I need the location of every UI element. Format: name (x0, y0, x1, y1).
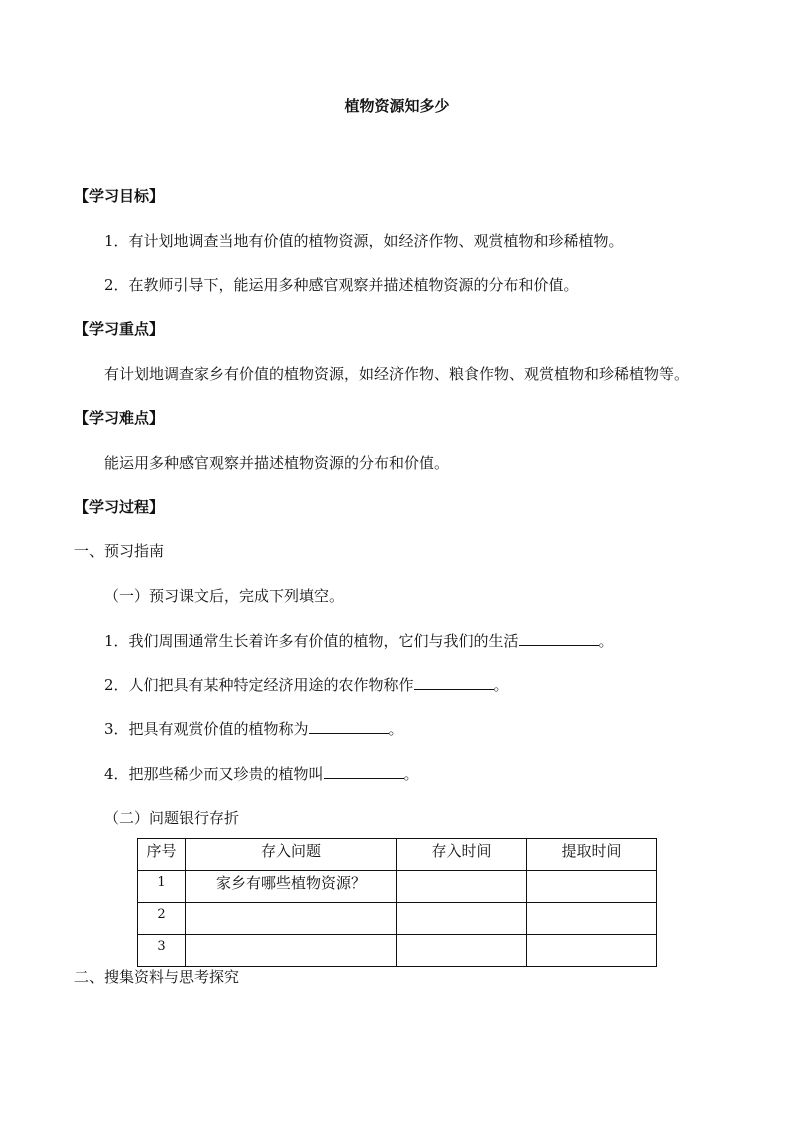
question-1 (104, 631, 614, 651)
header-withdraw-time: 提取时间 (527, 839, 657, 871)
header-deposit-time: 存入时间 (397, 839, 527, 871)
focus-text: 有计划地调查家乡有价值的植物资源，如经济作物、粮食作物、观赏植物和珍稀植物等。 (104, 365, 690, 383)
question-end: 。 (598, 632, 614, 650)
row-withdraw-time[interactable] (527, 903, 657, 935)
question-text: 3．把具有观赏价值的植物称为 (104, 720, 309, 738)
question-text: 1．我们周围通常生长着许多有价值的植物，它们与我们的生活 (104, 632, 519, 650)
difficulty-heading: 【学习难点】 (74, 409, 165, 427)
goals-heading: 【学习目标】 (74, 187, 165, 205)
process-heading: 【学习过程】 (74, 498, 165, 516)
row-deposit-time[interactable] (397, 935, 527, 967)
part1-heading: 一、预习指南 (74, 542, 165, 560)
fill-blank[interactable] (519, 631, 599, 646)
question-2 (104, 675, 509, 695)
page-title: 植物资源知多少 (344, 97, 450, 115)
focus-heading: 【学习重点】 (74, 320, 165, 338)
sub2-heading: （二）问题银行存折 (104, 809, 240, 827)
question-4 (104, 764, 419, 784)
row-question[interactable] (186, 903, 397, 935)
table-row (138, 935, 657, 967)
sub1-heading: （一）预习课文后，完成下列填空。 (104, 587, 345, 605)
table-row (138, 903, 657, 935)
table-header-row (138, 839, 657, 871)
header-number: 序号 (138, 839, 186, 871)
difficulty-text: 能运用多种感官观察并描述植物资源的分布和价值。 (104, 454, 450, 472)
fill-blank[interactable] (324, 764, 404, 779)
question-text: 2．人们把具有某种特定经济用途的农作物称作 (104, 676, 414, 694)
row-question[interactable] (186, 935, 397, 967)
row-number: 2 (138, 903, 186, 935)
row-number: 3 (138, 935, 186, 967)
question-3 (104, 719, 404, 739)
fill-blank[interactable] (309, 719, 389, 734)
goal-item-2: 2．在教师引导下，能运用多种感官观察并描述植物资源的分布和价值。 (104, 276, 579, 294)
row-withdraw-time[interactable] (527, 871, 657, 903)
part2-heading: 二、搜集资料与思考探究 (74, 968, 240, 986)
fill-blank[interactable] (414, 675, 494, 690)
goal-item-1: 1．有计划地调查当地有价值的植物资源，如经济作物、观赏植物和珍稀植物。 (104, 232, 624, 250)
question-end: 。 (388, 720, 404, 738)
question-bank-table (137, 838, 657, 967)
question-end: 。 (403, 765, 419, 783)
question-text: 4．把那些稀少而又珍贵的植物叫 (104, 765, 324, 783)
row-question[interactable]: 家乡有哪些植物资源？ (186, 871, 397, 903)
header-question: 存入问题 (186, 839, 397, 871)
row-number: 1 (138, 871, 186, 903)
row-withdraw-time[interactable] (527, 935, 657, 967)
row-deposit-time[interactable] (397, 903, 527, 935)
table-row (138, 871, 657, 903)
row-deposit-time[interactable] (397, 871, 527, 903)
question-end: 。 (493, 676, 509, 694)
